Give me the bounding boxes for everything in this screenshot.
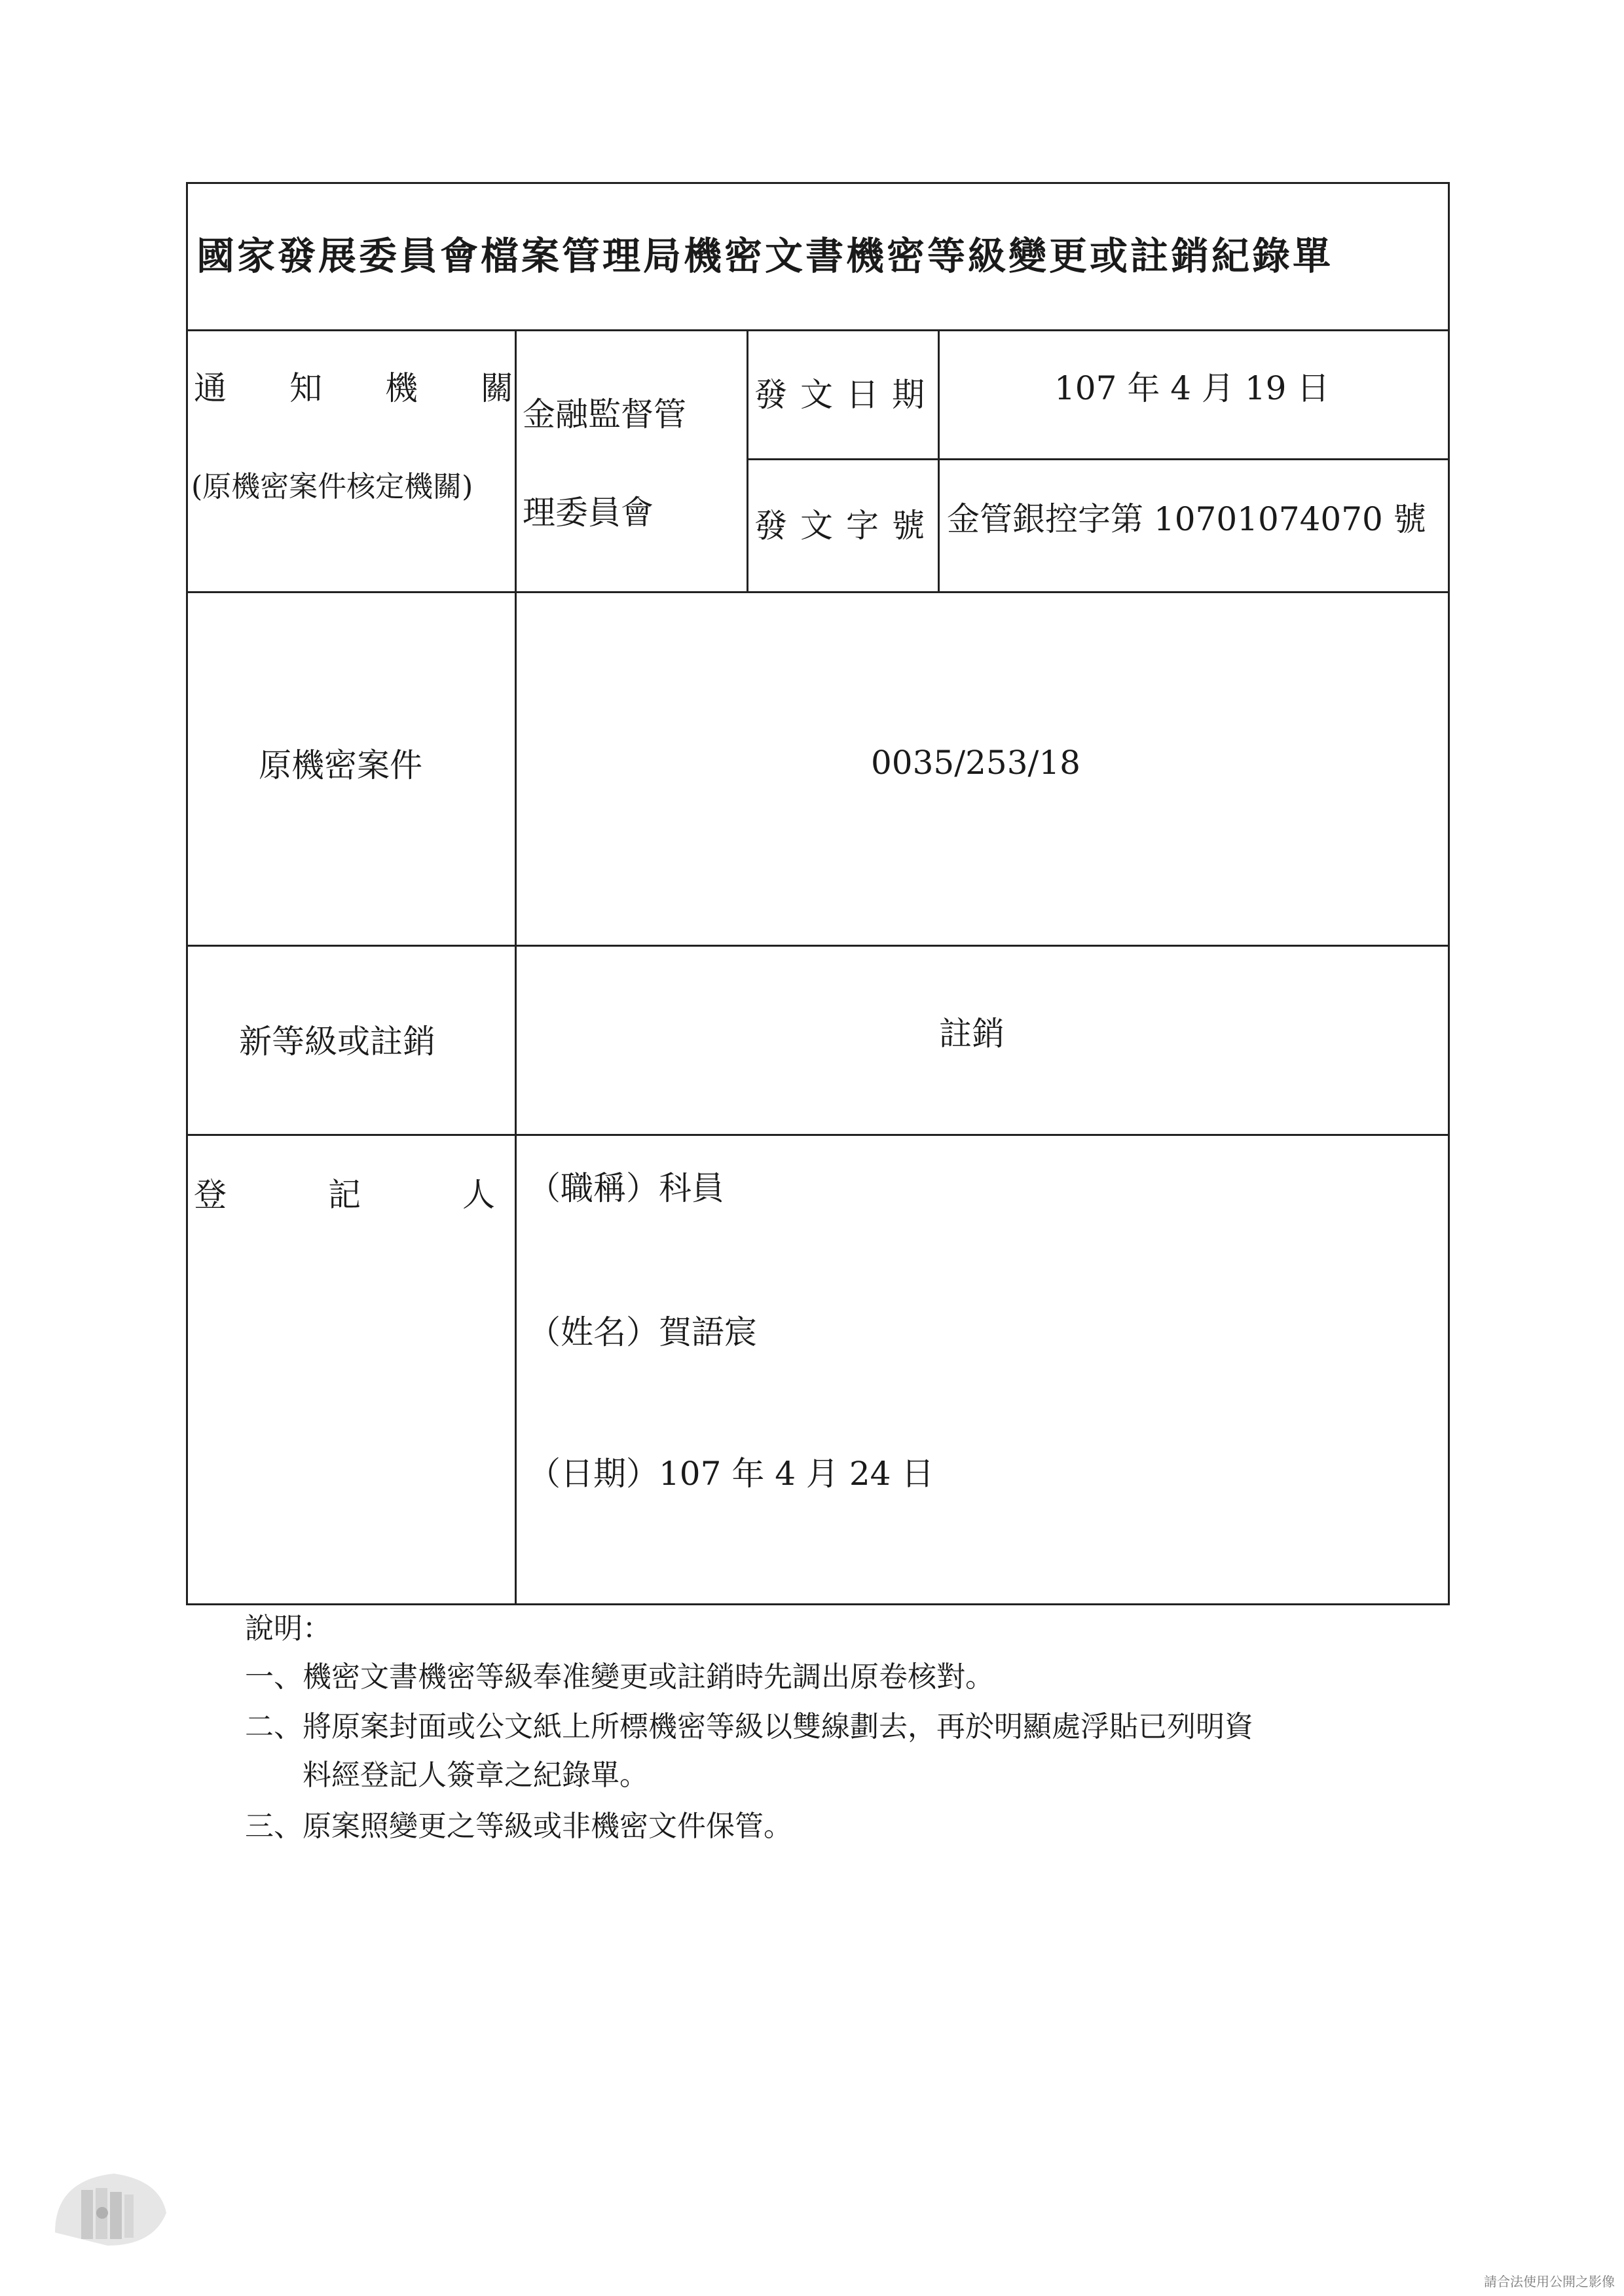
- original-case-number: 0035/253/18: [871, 744, 1080, 782]
- registrar-name: （姓名）賀語宸: [528, 1313, 757, 1351]
- issue-date-value: 107 年 4 月 19 日: [1054, 369, 1330, 407]
- rule-below-case: [186, 945, 1450, 947]
- issue-number-value: 金管銀控字第 10701074070 號: [947, 500, 1426, 538]
- note-item-2-line1: 二、將原案封面或公文紙上所標機密等級以雙線劃去，再於明顯處浮貼已列明資: [245, 1710, 1253, 1743]
- notify-agency-label: [194, 369, 576, 407]
- issue-date-label: 發文日期: [754, 376, 938, 414]
- note-item-3: 三、原案照變更之等級或非機密文件保管。: [245, 1810, 792, 1843]
- rule-below-title: [186, 329, 1450, 331]
- rule-below-agency: [186, 591, 1450, 593]
- agency-name-line2: 理委員會: [523, 494, 654, 532]
- registrar-label-text: 登記人: [194, 1176, 597, 1214]
- notify-agency-label-text: 通知機關: [194, 369, 576, 407]
- rule-issue-split: [747, 458, 1450, 460]
- new-level-label: 新等級或註銷: [239, 1023, 435, 1061]
- rule-label-column: [515, 329, 517, 1605]
- note-item-2-line2: 料經登記人簽章之紀錄單。: [303, 1758, 648, 1792]
- original-case-label: 原機密案件: [259, 746, 422, 784]
- notify-agency-sub-label: (原機密案件核定機關): [191, 470, 473, 503]
- archive-logo-watermark: [42, 2154, 173, 2252]
- rule-issue-label-column: [938, 329, 940, 591]
- new-level-value: 註銷: [939, 1015, 1005, 1053]
- rule-agency-column: [747, 329, 748, 591]
- notes-heading: 說明：: [245, 1612, 331, 1645]
- agency-name-line1: 金融監督管: [523, 395, 686, 433]
- issue-number-label: 發文字號: [754, 507, 938, 545]
- form-title: 國家發展委員會檔案管理局機密文書機密等級變更或註銷紀錄單: [196, 234, 1334, 278]
- rule-below-level: [186, 1134, 1450, 1136]
- registrar-label: [194, 1176, 597, 1214]
- registrar-date: （日期）107 年 4 月 24 日: [528, 1455, 934, 1493]
- registrar-title: （職稱）科員: [528, 1169, 724, 1207]
- footer-watermark-text: 請合法使用公開之影像: [1484, 2274, 1615, 2289]
- note-item-1: 一、機密文書機密等級奉准變更或註銷時先調出原卷核對。: [245, 1660, 994, 1694]
